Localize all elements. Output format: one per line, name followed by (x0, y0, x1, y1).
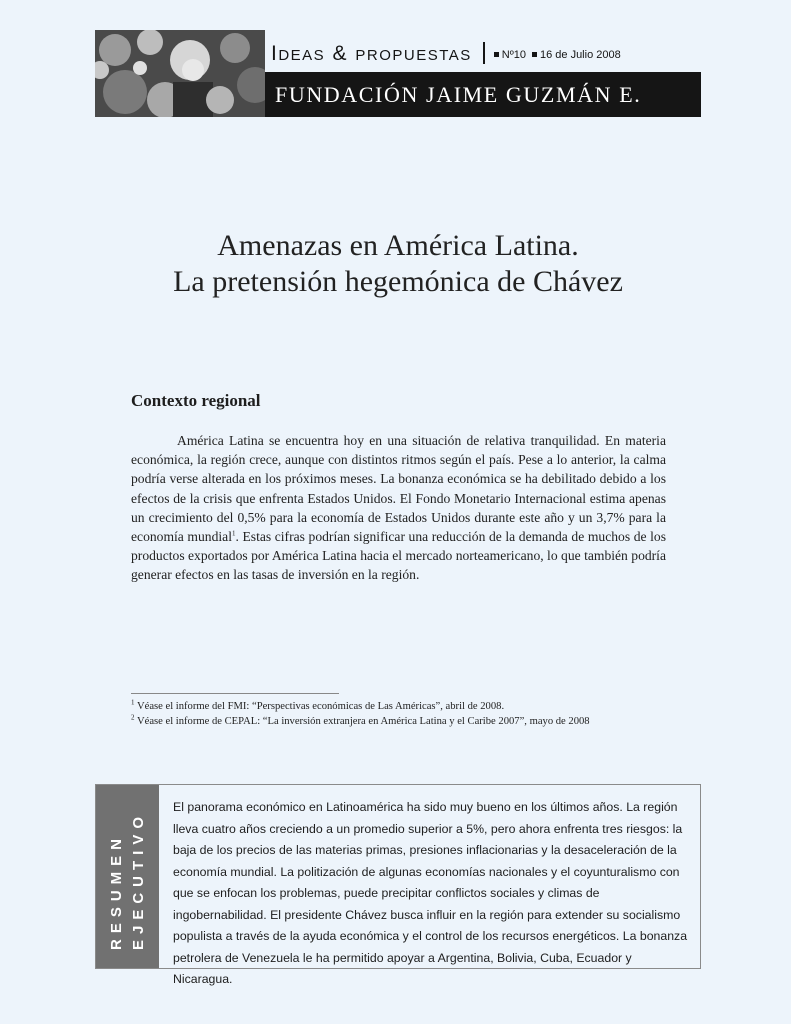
section-heading: Contexto regional (131, 391, 261, 410)
document-title (95, 228, 701, 300)
footnotes (131, 699, 691, 729)
header-photo (95, 30, 265, 117)
title-line-1: Amenazas en América Latina. (217, 229, 579, 262)
title-line-2: La pretensión hegemónica de Chávez (173, 265, 623, 298)
organization-name: FUNDACIÓN JAIME GUZMÁN E. (275, 81, 642, 107)
summary-label-line-1: RESUMEN (108, 832, 125, 950)
bullet-icon (494, 52, 499, 57)
body-paragraph: América Latina se encuentra hoy en una situación de relativa tranquilidad. En materia económica, la región crece, aunque con distintos ritmos según el país. Pese a lo anterior, la calma podría verse alterada en los próximos meses. La bonanza económica se ha debilitado debido a los efectos de la crisis que enfrenta Estados Unidos. El Fondo Monetario Internacional estima apenas un crecimiento del 0,5% para la economía de Estados Unidos durante este año y un 3,7% para la economía mundial$^1$. Estas cifras podrían significar una reducción de la demanda de muchos de los productos exportados por América Latina hacia el mercado norteamericano, lo que también podría generar efectos en las tasas de inversión en la región. (131, 433, 666, 583)
bullet-icon (532, 52, 537, 57)
footnote-ref: 1 (231, 529, 236, 538)
series-divider (483, 42, 485, 64)
masthead (95, 30, 701, 117)
executive-summary-box (95, 784, 701, 986)
series-row (271, 30, 701, 64)
issue-number: Nº10 (494, 49, 526, 64)
organization-bar (265, 72, 701, 117)
footnote-2: $^2$ Véase el informe de CEPAL: “La inversión extranjera en América Latina y el Caribe 2007”, mayo de 2008 (131, 713, 590, 727)
issue-date: 16 de Julio 2008 (532, 49, 621, 64)
series-title: Ideas & propuestas (271, 42, 472, 65)
summary-text: El panorama económico en Latinoamérica ha sido muy bueno en los últimos años. La región lleva cuatro años creciendo a un promedio superior a 5%, pero ahora enfrenta tres riesgos: la baja de los precios de las materias primas, presiones inflacionarias y la desaceleración de la economía mundial. La politización de algunas economías nacionales y el coyunturalismo con que se enfocan los problemas, puede precipitar conflictos sociales y climas de ingobernabilidad. El presidente Chávez busca influir en la región para extender su socialismo populista a través de la ayuda económica y el control de los recursos energéticos. La bonanza petrolera de Venezuela le ha permitido apoyar a Argentina, Bolivia, Cuba, Ecuador y Nicaragua. (173, 800, 688, 986)
summary-label-line-2: EJECUTIVO (130, 810, 147, 950)
footnote-1: $^1$ Véase el informe del FMI: “Perspectivas económicas de Las Américas”, abril de 2008. (131, 698, 505, 712)
summary-label-bar (96, 785, 159, 968)
footnote-divider (131, 693, 339, 694)
